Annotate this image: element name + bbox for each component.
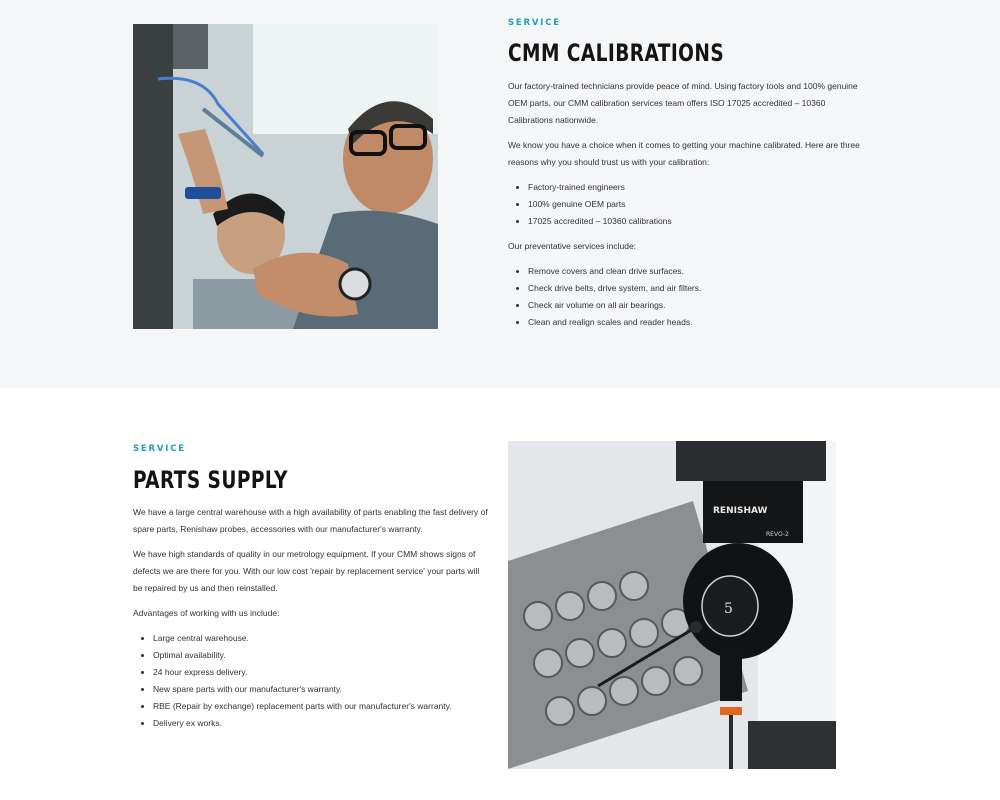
list-item: • RBE (Repair by exchange) replacement parts with our manufacturer's warranty. xyxy=(153,698,488,715)
parts-paragraph-3: Advantages of working with us include: xyxy=(133,608,280,618)
cmm-reasons-list xyxy=(508,179,870,230)
parts-eyebrow: SERVICE xyxy=(133,444,186,454)
cmm-paragraph-1: Our factory-trained technicians provide peace of mind. Using factory tools and 100% genuine OEM parts, our CMM calibration services team offers ISO 17025 accredited – 10360 Calibrations nationwide. xyxy=(508,81,858,125)
cmm-paragraph-3: Our preventative services include: xyxy=(508,241,637,251)
list-item: • Check air volume on all air bearings. xyxy=(528,297,870,314)
list-item: • Delivery ex works. xyxy=(153,715,488,732)
parts-title: PARTS SUPPLY xyxy=(133,466,288,494)
cmm-title: CMM CALIBRATIONS xyxy=(508,39,725,67)
parts-paragraph-1: We have a large central warehouse with a high availability of parts enabling the fast delivery of spare parts, Renishaw probes, accessories with our manufacturer's warranty. xyxy=(133,507,488,534)
list-item: • Optimal availability. xyxy=(153,647,488,664)
probe-photo xyxy=(508,441,836,769)
parts-supply-section xyxy=(0,388,1000,800)
probe-model-label: REVO-2 xyxy=(766,531,789,538)
list-item: • Check drive belts, drive system, and air filters. xyxy=(528,280,870,297)
parts-advantages-list xyxy=(133,630,488,732)
list-item: • 17025 accredited – 10360 calibrations xyxy=(528,213,870,230)
list-item: • New spare parts with our manufacturer's warranty. xyxy=(153,681,488,698)
list-item: • 24 hour express delivery. xyxy=(153,664,488,681)
cmm-eyebrow: SERVICE xyxy=(508,18,561,28)
technicians-photo xyxy=(133,24,438,329)
cmm-services-list xyxy=(508,263,870,331)
cmm-paragraph-2: We know you have a choice when it comes to getting your machine calibrated. Here are three reasons why you should trust us with your calibration: xyxy=(508,140,860,167)
list-item: • Factory-trained engineers xyxy=(528,179,870,196)
probe-brand-label: RENISHAW xyxy=(713,506,768,516)
svg-text:5: 5 xyxy=(724,601,733,617)
cmm-calibrations-section xyxy=(0,0,1000,388)
list-item: • Large central warehouse. xyxy=(153,630,488,647)
parts-body xyxy=(133,504,488,740)
list-item: • 100% genuine OEM parts xyxy=(528,196,870,213)
list-item: • Remove covers and clean drive surfaces. xyxy=(528,263,870,280)
list-item: • Clean and realign scales and reader heads. xyxy=(528,314,870,331)
parts-paragraph-2: We have high standards of quality in our metrology equipment. If your CMM shows signs of defects we are there for you. With our low cost 'repair by replacement service' your parts will be repaired by us and then reinstalled. xyxy=(133,549,480,593)
cmm-body xyxy=(508,78,870,339)
